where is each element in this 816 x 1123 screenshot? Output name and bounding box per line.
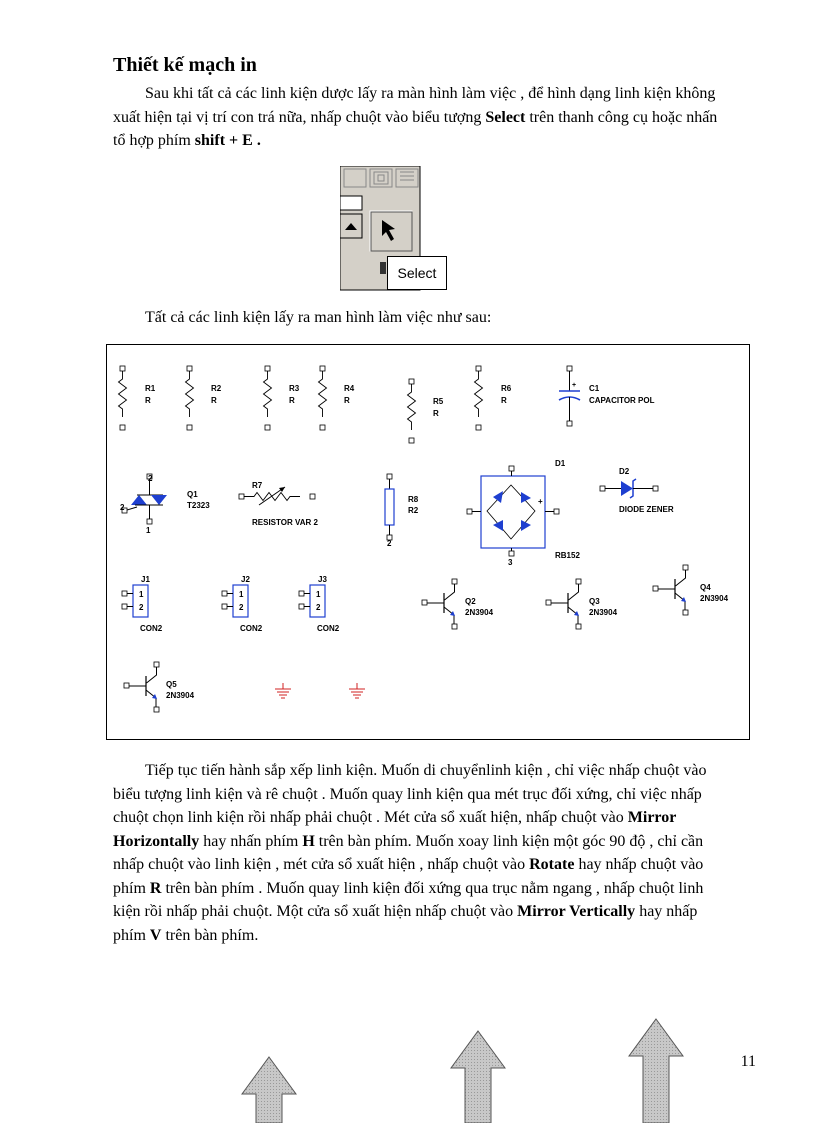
d2-ref: D2 xyxy=(619,467,630,476)
r7-ref: R7 xyxy=(252,481,263,490)
r1-ref: R1 xyxy=(145,384,156,393)
up-arrow-icon xyxy=(451,1031,505,1123)
svg-text:2: 2 xyxy=(316,603,321,612)
page-number: 11 xyxy=(740,1053,756,1070)
caption-paragraph: Tất cả các linh kiện lấy ra man hình làm việc như sau: xyxy=(145,309,492,326)
q3-val: 2N3904 xyxy=(589,608,618,617)
j1-ref: J1 xyxy=(141,575,150,584)
svg-text:2: 2 xyxy=(387,539,392,548)
svg-text:2: 2 xyxy=(239,603,244,612)
q4-ref: Q4 xyxy=(700,583,711,592)
c1-ref: C1 xyxy=(589,384,600,393)
q1-val: T2323 xyxy=(187,501,210,510)
svg-text:+: + xyxy=(572,382,577,389)
svg-text:2: 2 xyxy=(139,603,144,612)
q2-ref: Q2 xyxy=(465,597,476,606)
r6-val: R xyxy=(501,396,507,405)
svg-text:1: 1 xyxy=(146,526,151,535)
r7-val: RESISTOR VAR 2 xyxy=(252,518,318,527)
r3-ref: R3 xyxy=(289,384,300,393)
d2-val: DIODE ZENER xyxy=(619,505,674,514)
svg-text:2: 2 xyxy=(120,503,125,512)
r4-val: R xyxy=(344,396,350,405)
svg-text:2: 2 xyxy=(148,474,153,483)
svg-text:1: 1 xyxy=(139,590,144,599)
r2-ref: R2 xyxy=(211,384,222,393)
d1-ref: D1 xyxy=(555,459,566,468)
r5-ref: R5 xyxy=(433,397,444,406)
r8-val: R2 xyxy=(408,506,419,515)
r1-val: R xyxy=(145,396,151,405)
svg-text:3: 3 xyxy=(508,558,513,567)
q5-val: 2N3904 xyxy=(166,691,195,700)
j3-ref: J3 xyxy=(318,575,327,584)
j1-val: CON2 xyxy=(140,624,163,633)
body-paragraph: Tiếp tục tiến hành sắp xếp linh kiện. Muốn di chuyểnlinh kiện , chỉ việc nhấp chuột vào biểu tượng linh kiện và rê chuột . Muốn quay linh kiện qua mét trục đối xứng, chỉ việc nhấp chuột chọn linh kiện rồi nhấp phải chuột . Mét cửa sổ xuất hiện, nhấp chuột vào Mirror Horizontally hay nhấn phím H trên bàn phím. Muốn xoay linh kiện một góc 90 độ , chỉ cần nhấp chuột vào linh kiện , mét cửa sổ xuất hiện , nhấp chuột vào Rotate hay nhấp chuột vào phím R trên bàn phím . Muốn quay linh kiện đối xứng qua trục nằm ngang , nhấp chuột linh kiện rồi nhấp phải chuột. Một cửa sổ xuất hiện nhấp chuột vào Mirror Vertically hay nhấp phím V trên bàn phím. xyxy=(113,762,707,944)
q2-val: 2N3904 xyxy=(465,608,494,617)
d1-val: RB152 xyxy=(555,551,580,560)
q5-ref: Q5 xyxy=(166,680,177,689)
r8-ref: R8 xyxy=(408,495,419,504)
svg-text:1: 1 xyxy=(239,590,244,599)
q1-ref: Q1 xyxy=(187,490,198,499)
q4-val: 2N3904 xyxy=(700,594,729,603)
select-tooltip[interactable]: Select xyxy=(387,256,447,290)
r6-ref: R6 xyxy=(501,384,512,393)
r4-ref: R4 xyxy=(344,384,355,393)
r3-val: R xyxy=(289,396,295,405)
up-arrow-icon xyxy=(629,1019,683,1123)
c1-val: CAPACITOR POL xyxy=(589,396,655,405)
intro-paragraph: Sau khi tất cả các linh kiện dược lấy ra màn hình làm việc , để hình dạng linh kiện không xuất hiện tại vị trí con trá nữa, nhấp chuột vào biểu tượng Select trên thanh công cụ hoặc nhấn tổ hợp phím shift + E . xyxy=(113,85,718,149)
up-arrow-icon xyxy=(242,1057,296,1123)
q3-ref: Q3 xyxy=(589,597,600,606)
j3-val: CON2 xyxy=(317,624,340,633)
svg-text:1: 1 xyxy=(316,590,321,599)
j2-ref: J2 xyxy=(241,575,250,584)
j2-val: CON2 xyxy=(240,624,263,633)
r2-val: R xyxy=(211,396,217,405)
r5-val: R xyxy=(433,409,439,418)
section-heading: Thiết kế mạch in xyxy=(113,54,257,76)
svg-text:+: + xyxy=(538,497,543,506)
